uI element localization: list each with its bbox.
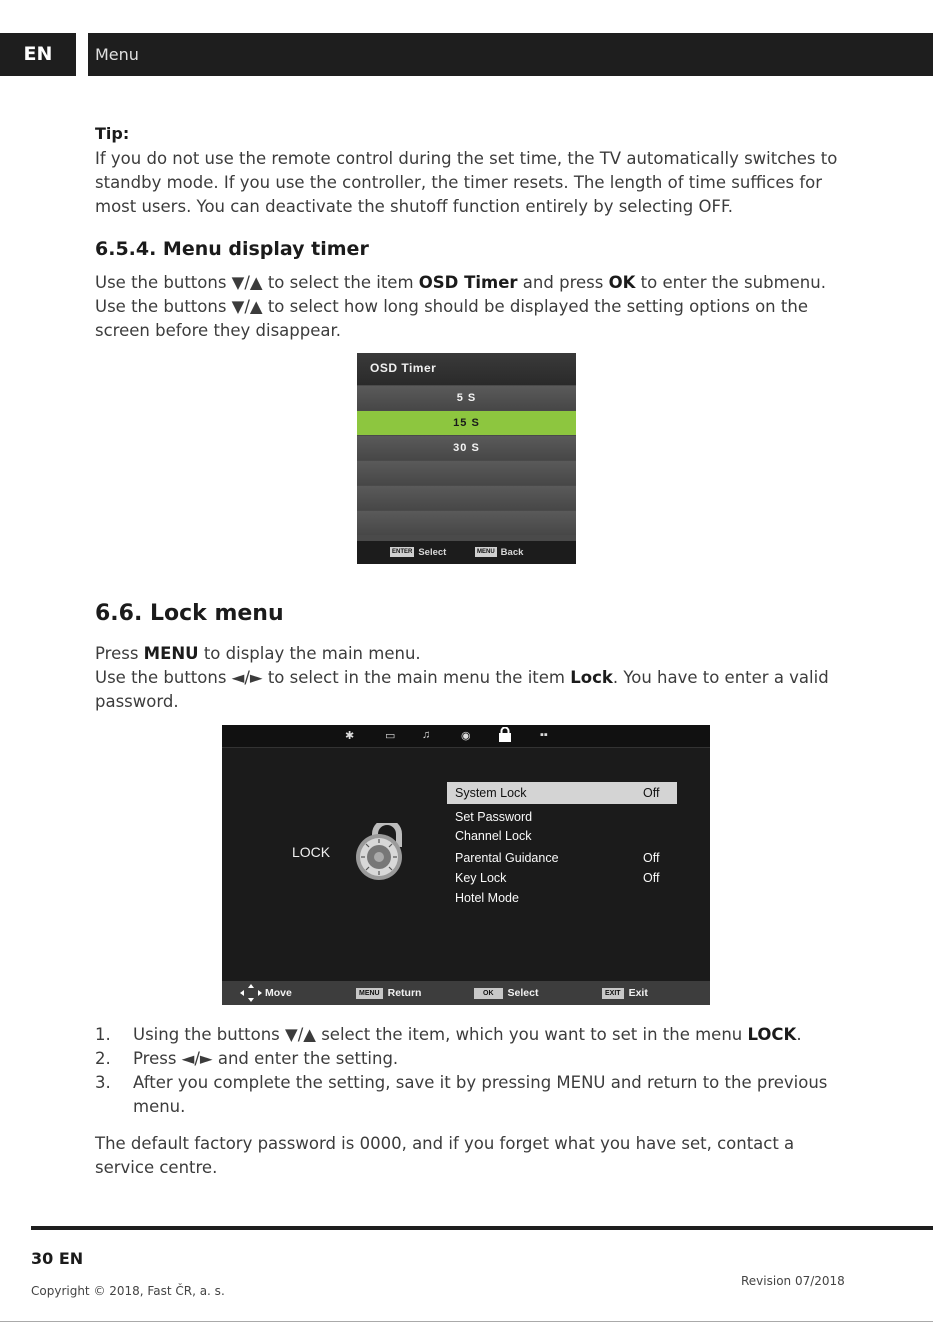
back-label: Back xyxy=(500,547,524,558)
text: to display the main menu. xyxy=(198,644,421,663)
move-arrows-icon xyxy=(240,984,262,1002)
text: Using the buttons ▼/▲ select the item, which you want to set in the menu xyxy=(133,1025,748,1044)
osd-option-empty xyxy=(357,511,576,535)
padlock-icon[interactable] xyxy=(498,727,512,745)
osd-select-hint xyxy=(390,541,446,564)
music-note-icon[interactable]: ♫ xyxy=(422,729,431,741)
enter-key-icon: ENTER xyxy=(392,549,413,556)
lock-menu-screen xyxy=(222,725,710,1005)
copyright: Copyright © 2018, Fast ČR, a. s. xyxy=(31,1284,225,1298)
section-heading-lock-menu: 6.6. Lock menu xyxy=(95,601,284,626)
keyword-lock: Lock xyxy=(570,668,613,687)
item-label: System Lock xyxy=(455,786,527,800)
menu-key-icon: MENU xyxy=(356,988,383,999)
tip-label: Tip: xyxy=(95,124,130,143)
item-label: Set Password xyxy=(455,810,533,824)
list-item xyxy=(95,1023,840,1047)
lock-menu-instructions xyxy=(95,642,840,714)
bottom-divider xyxy=(0,1321,933,1322)
list-item xyxy=(95,1071,840,1119)
item-label: Parental Guidance xyxy=(455,851,559,865)
clock-icon[interactable]: ◉ xyxy=(461,730,471,742)
osd-timer-menu xyxy=(357,353,576,564)
keyword-lock: LOCK xyxy=(747,1025,797,1044)
item-value: Off xyxy=(643,786,660,800)
combination-lock-icon xyxy=(355,823,407,888)
page-number: 30 EN xyxy=(31,1249,84,1268)
menu-item-system-lock[interactable] xyxy=(447,782,677,804)
move-label: Move xyxy=(265,987,292,999)
closing-note: The default factory password is 0000, and if you forget what you have set, contact a service centre. xyxy=(95,1134,795,1177)
menu-item-channel-lock[interactable] xyxy=(447,826,677,846)
keyword-ok: OK xyxy=(608,273,636,292)
ok-key-icon: OK xyxy=(474,988,503,999)
select-label: Select xyxy=(507,987,539,999)
item-label: Channel Lock xyxy=(455,829,532,843)
osd-option-empty xyxy=(357,461,576,485)
text: and press xyxy=(517,273,609,292)
language-tab: EN xyxy=(0,33,76,76)
monitor-icon[interactable]: ▭ xyxy=(385,730,396,742)
keyword-menu: MENU xyxy=(143,644,199,663)
select-hint xyxy=(474,981,538,1005)
footer-divider xyxy=(31,1226,933,1230)
item-label: Key Lock xyxy=(455,871,507,885)
text: . You have to enter a valid password. xyxy=(95,668,829,711)
text: Use the buttons ◄/► to select in the main menu the item xyxy=(95,668,571,687)
revision: Revision 07/2018 xyxy=(741,1274,845,1288)
list-item xyxy=(95,1047,840,1071)
lock-label: LOCK xyxy=(292,844,331,860)
text: Press ◄/► and enter the setting. xyxy=(133,1049,399,1068)
osd-option-5s[interactable]: 5 S xyxy=(357,386,576,410)
keyword-osd-timer: OSD Timer xyxy=(418,273,518,292)
return-label: Return xyxy=(387,987,422,999)
menu-item-set-password[interactable] xyxy=(447,807,677,827)
osd-timer-title: OSD Timer xyxy=(357,353,576,385)
move-hint xyxy=(240,981,292,1005)
step-number: 3. xyxy=(95,1073,111,1092)
lock-footer xyxy=(222,981,710,1005)
osd-option-empty xyxy=(357,486,576,510)
menu-key-icon: MENU xyxy=(477,549,495,556)
step-number: 2. xyxy=(95,1049,111,1068)
menu-item-key-lock[interactable] xyxy=(447,868,677,888)
text: Press xyxy=(95,644,144,663)
osd-back-hint xyxy=(475,541,523,564)
return-hint xyxy=(356,981,421,1005)
tip-text: If you do not use the remote control during the set time, the TV automatically switches to standby mode. If you use the controller, the timer resets. The length of time suffices for most users. You can deactivate the shutoff function entirely by selecting OFF. xyxy=(95,149,838,216)
steps-list xyxy=(95,1023,840,1119)
osd-option-30s[interactable]: 30 S xyxy=(357,436,576,460)
gear-icon[interactable]: ✱ xyxy=(345,730,355,742)
step-number: 1. xyxy=(95,1025,111,1044)
menu-item-hotel-mode[interactable] xyxy=(447,888,677,908)
menu-tab-bar xyxy=(222,725,710,748)
section-heading-menu-display-timer: 6.5.4. Menu display timer xyxy=(95,238,369,260)
item-value: Off xyxy=(643,851,660,865)
osd-option-15s[interactable]: 15 S xyxy=(357,411,576,435)
menu-item-parental-guidance[interactable] xyxy=(447,848,677,868)
item-value: Off xyxy=(643,871,660,885)
text: Use the buttons ▼/▲ to select the item xyxy=(95,273,419,292)
apps-icon[interactable]: ▪▪ xyxy=(540,729,548,741)
section-header: Menu xyxy=(88,33,933,76)
text: After you complete the setting, save it by pressing MENU and return to the previous menu. xyxy=(133,1073,828,1116)
osd-timer-instructions xyxy=(95,271,840,343)
select-label: Select xyxy=(418,547,447,558)
exit-hint xyxy=(602,981,648,1005)
exit-key-icon: EXIT xyxy=(602,988,624,999)
text: Use the buttons ▼/▲ to select how long should be displayed the setting options on the screen before they disappear. xyxy=(95,297,808,340)
exit-label: Exit xyxy=(628,987,648,999)
text: to enter the submenu. xyxy=(635,273,826,292)
item-label: Hotel Mode xyxy=(455,891,519,905)
osd-footer xyxy=(357,541,576,564)
text: . xyxy=(796,1025,802,1044)
